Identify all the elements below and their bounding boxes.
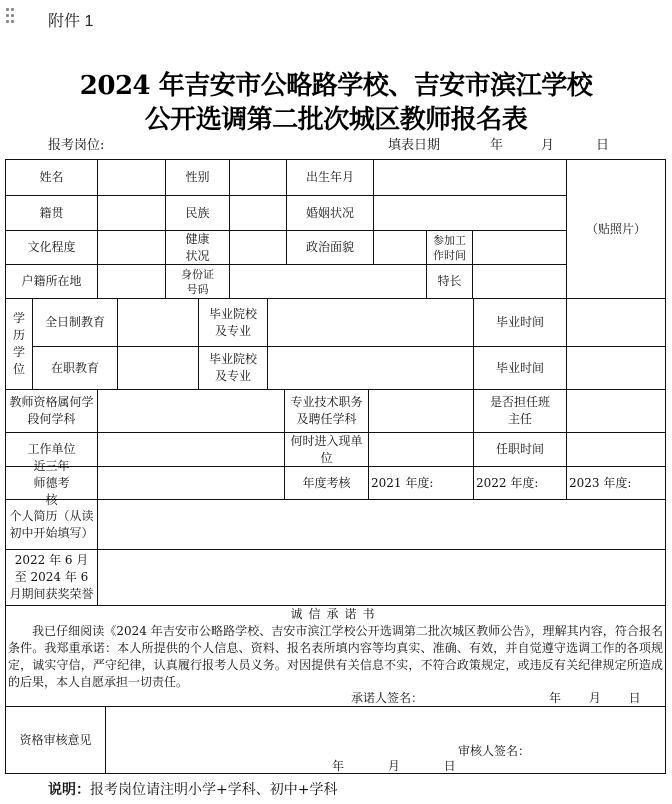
pledge-heading: 诚信承诺书	[290, 607, 381, 621]
pledge-body: 我已仔细阅读《2024 年吉安市公略路学校、吉安市滨江学校公开选调第二批次城区教师公告》，理解其内容，符合报名条件。我郑重承诺：本人所提供的个人信息、资料、报名表所填内容等均真实、准确、有效，并自觉遵守选调工作的各项规定，诚实守信，严守纪律，认真履行报考人员义务。对因提供有关信息不实，不符合政策规定，或违反有关纪律规定所造成的后果，本人自愿承担一切责任。	[8, 624, 663, 689]
fill-date-day: 日	[596, 138, 610, 153]
field-birth[interactable]	[373, 159, 567, 196]
footnote	[48, 779, 337, 799]
pledge-section	[5, 605, 666, 707]
label-inservice-grad: 毕业时间	[473, 346, 567, 390]
label-native-place: 籍贯	[5, 195, 98, 231]
field-review-2023[interactable]: 2023 年度:	[566, 466, 666, 500]
field-fulltime-grad[interactable]	[566, 298, 666, 347]
field-review-2021[interactable]: 2021 年度:	[368, 466, 474, 500]
field-fulltime-school[interactable]	[267, 298, 474, 347]
field-inservice-grad[interactable]	[566, 346, 666, 390]
footnote-label: 说明：	[48, 782, 90, 798]
field-education-level[interactable]	[97, 230, 166, 265]
field-name[interactable]	[97, 159, 166, 196]
field-work-unit[interactable]	[97, 432, 285, 467]
label-join-time: 何时进入现单位	[284, 432, 369, 467]
field-appointment-time[interactable]	[566, 432, 666, 467]
field-resume[interactable]	[97, 499, 666, 550]
field-health[interactable]	[229, 230, 287, 265]
field-awards[interactable]	[97, 549, 666, 606]
field-head-teacher[interactable]	[566, 389, 666, 433]
field-native-place[interactable]	[97, 195, 166, 231]
label-ethnicity: 民族	[165, 195, 230, 231]
field-inservice-school[interactable]	[267, 346, 474, 390]
label-fulltime-school: 毕业院校及专业	[198, 298, 268, 347]
review-signature-label: 审核人签名：	[458, 744, 531, 758]
field-ethics-review[interactable]	[97, 466, 285, 500]
label-political: 政治面貌	[286, 230, 374, 265]
label-fulltime: 全日制教育	[32, 298, 118, 347]
fill-date-label: 填表日期	[388, 138, 441, 153]
label-work-unit: 工作单位	[5, 432, 98, 467]
label-awards: 2022 年 6 月至 2024 年 6 月期间获奖荣誉	[5, 549, 98, 606]
field-specialty[interactable]	[472, 264, 567, 299]
attachment-label: 附件 1	[48, 13, 94, 30]
label-ethics-review: 近三年师德考核	[5, 466, 98, 500]
label-specialty: 特长	[426, 264, 473, 299]
label-birth: 出生年月	[286, 159, 374, 196]
field-teacher-cert[interactable]	[97, 389, 285, 433]
field-gender[interactable]	[229, 159, 287, 196]
label-appointment-time: 任职时间	[473, 432, 567, 467]
photo-box[interactable]: （贴照片）	[566, 159, 666, 299]
label-health: 健康状况	[165, 230, 230, 265]
field-inservice[interactable]	[117, 346, 199, 390]
field-join-time[interactable]	[368, 432, 474, 467]
label-name: 姓名	[5, 159, 98, 196]
pledge-signature-label[interactable]: 承诺人签名：	[351, 691, 424, 705]
label-marital: 婚姻状况	[286, 195, 374, 231]
label-inservice: 在职教育	[32, 346, 118, 390]
drag-handle-icon[interactable]	[6, 8, 16, 24]
position-label: 报考岗位:	[48, 138, 105, 153]
field-ethnicity[interactable]	[229, 195, 287, 231]
review-date: 年 月 日	[332, 759, 456, 773]
label-resume: 个人简历（从读初中开始填写）	[5, 499, 98, 550]
label-education-level: 文化程度	[5, 230, 98, 265]
form-title-line2: 公开选调第二批次城区教师报名表	[144, 105, 528, 135]
label-household: 户籍所在地	[5, 264, 98, 299]
label-id-number: 身份证号码	[165, 264, 230, 299]
label-annual-review: 年度考核	[284, 466, 369, 500]
field-political[interactable]	[373, 230, 427, 265]
label-title-subject: 专业技术职务及聘任学科	[284, 389, 369, 433]
field-fulltime[interactable]	[117, 298, 199, 347]
label-review: 资格审核意见	[5, 706, 106, 774]
pledge-date: 年 月 日	[549, 691, 641, 705]
field-title-subject[interactable]	[368, 389, 474, 433]
field-id-number[interactable]	[229, 264, 427, 299]
label-inservice-school: 毕业院校及专业	[198, 346, 268, 390]
label-work-start: 参加工作时间	[426, 230, 473, 265]
label-teacher-cert: 教师资格属何学段何学科	[5, 389, 98, 433]
field-review-2022[interactable]: 2022 年度:	[473, 466, 567, 500]
fill-date-month: 月	[541, 138, 555, 153]
field-household[interactable]	[97, 264, 166, 299]
label-fulltime-grad: 毕业时间	[473, 298, 567, 347]
fill-date-year: 年	[490, 138, 504, 153]
field-marital[interactable]	[373, 195, 567, 231]
label-education-group: 学历学位	[5, 298, 33, 390]
form-title-line1: 2024 年吉安市公略路学校、吉安市滨江学校	[79, 71, 593, 101]
label-head-teacher: 是否担任班主任	[473, 389, 567, 433]
field-work-start[interactable]	[472, 230, 567, 265]
label-gender: 性别	[165, 159, 230, 196]
footnote-text: 报考岗位请注明小学+学科、初中+学科	[90, 782, 338, 798]
